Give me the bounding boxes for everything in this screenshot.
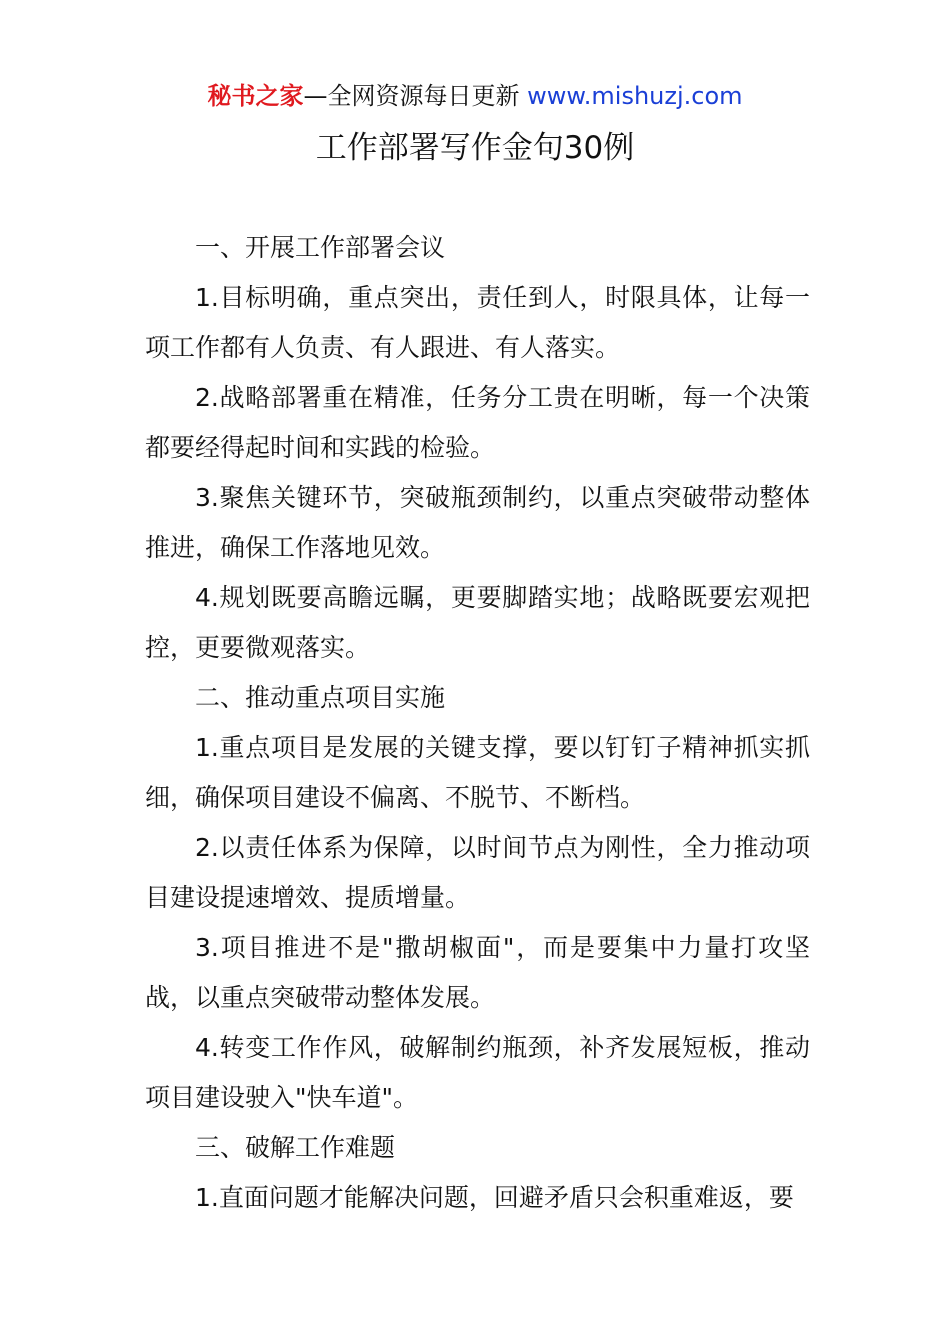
site-brand: 秘书之家	[207, 82, 304, 110]
section-heading-2: 二、推动重点项目实施	[195, 683, 446, 712]
paragraph: 4.规划既要高瞻远瞩，更要脚踏实地；战略既要宏观把控，更要微观落实。	[145, 583, 810, 662]
paragraph: 2.以责任体系为保障，以时间节点为刚性，全力推动项目建设提速增效、提质增量。	[145, 833, 810, 912]
paragraph: 2.战略部署重在精准，任务分工贵在明晰，每一个决策都要经得起时间和实践的检验。	[145, 383, 810, 462]
paragraph: 4.转变工作作风，破解制约瓶颈，补齐发展短板，推动项目建设驶入"快车道"。	[145, 1033, 810, 1112]
paragraph: 1.直面问题才能解决问题，回避矛盾只会积重难返，要	[195, 1183, 794, 1212]
paragraph: 1.目标明确，重点突出，责任到人，时限具体，让每一项工作都有人负责、有人跟进、有人落实。	[145, 283, 810, 362]
document-body	[145, 223, 810, 1223]
site-header	[0, 80, 950, 112]
site-url-link[interactable]: www.mishuzj.com	[527, 82, 743, 110]
paragraph: 1.重点项目是发展的关键支撑，要以钉钉子精神抓实抓细，确保项目建设不偏离、不脱节、不断档。	[145, 733, 810, 812]
paragraph: 3.聚焦关键环节，突破瓶颈制约，以重点突破带动整体推进，确保工作落地见效。	[145, 483, 810, 562]
document-title: 工作部署写作金句30例	[315, 130, 635, 166]
paragraph: 3.项目推进不是"撒胡椒面"，而是要集中力量打攻坚战，以重点突破带动整体发展。	[145, 933, 810, 1012]
site-tagline: —全网资源每日更新	[303, 82, 528, 110]
section-heading-3: 三、破解工作难题	[195, 1133, 396, 1162]
section-heading-1: 一、开展工作部署会议	[195, 233, 446, 262]
